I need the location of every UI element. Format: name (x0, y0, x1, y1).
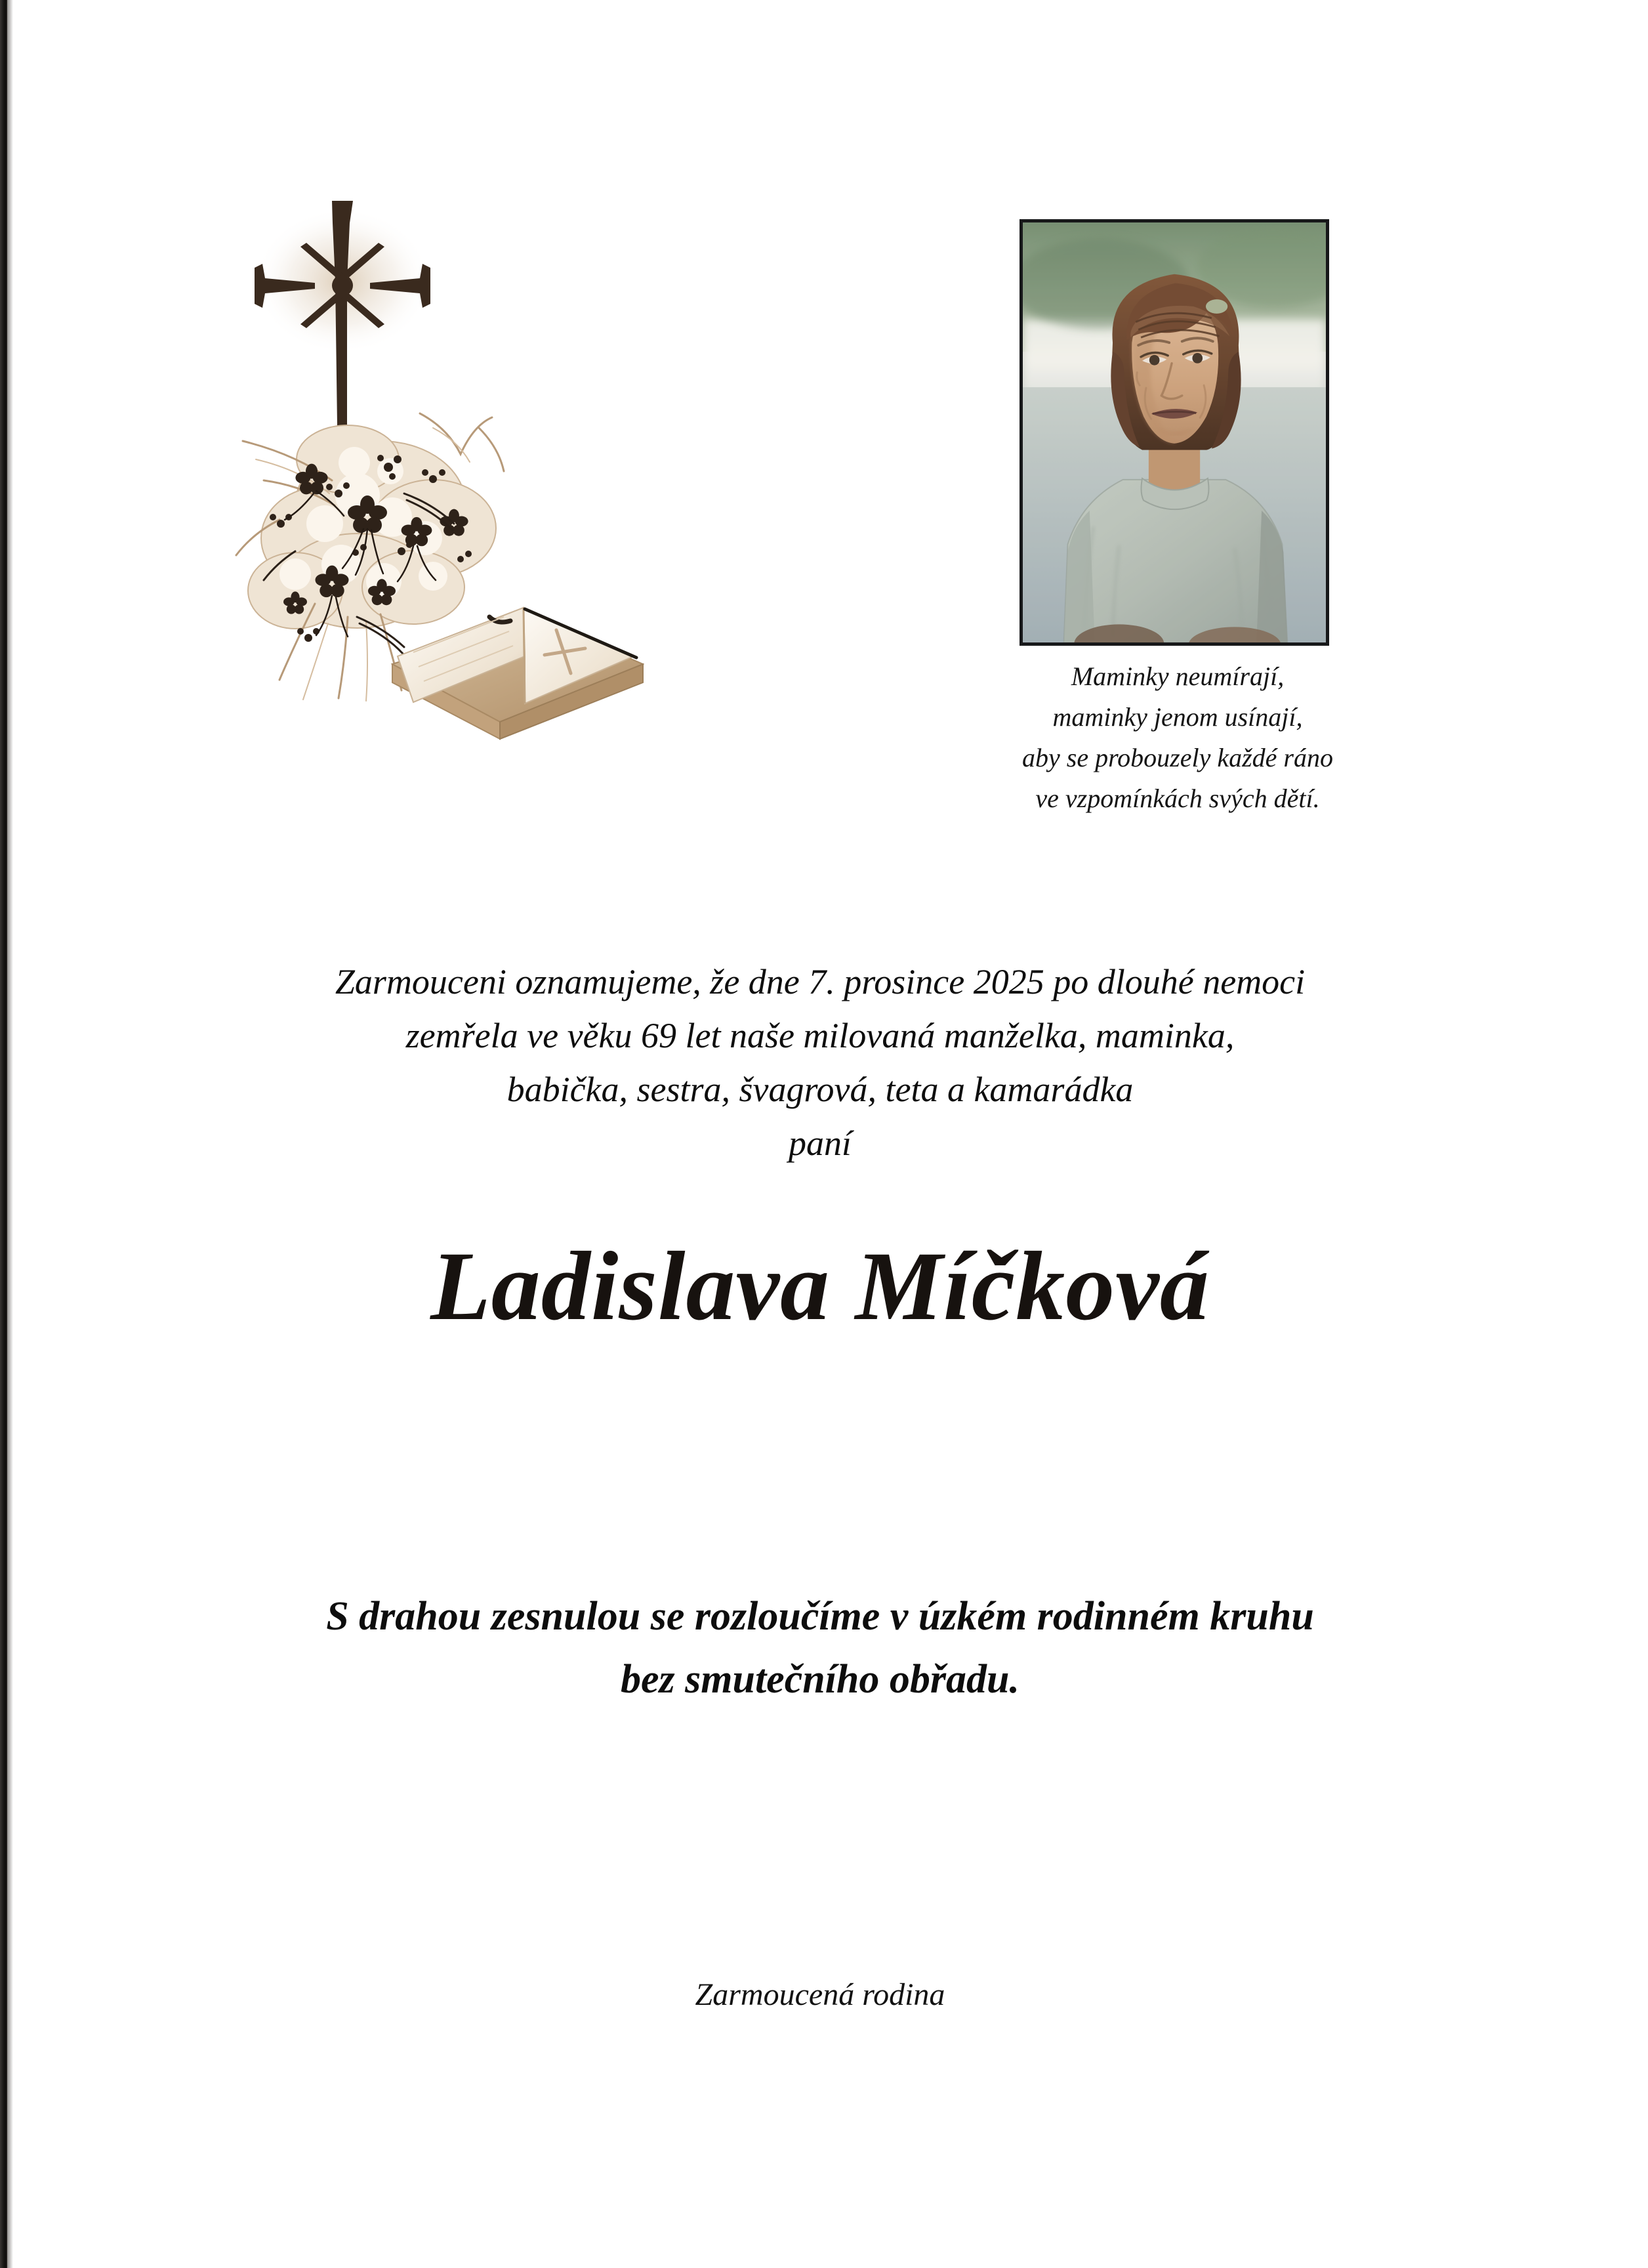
poem-line-3: aby se probouzely každé ráno (1022, 743, 1333, 772)
honorific-pani: paní (788, 1124, 852, 1163)
announcement-line-2: zemřela ve věku 69 let naše milovaná manželka, maminka, (405, 1016, 1235, 1055)
memorial-poem (905, 656, 1450, 819)
announcement-line-3: babička, sestra, švagrová, teta a kamarádka (506, 1070, 1134, 1109)
signature-line: Zarmoucená rodina (695, 1977, 945, 2012)
farewell-text (197, 1585, 1443, 1711)
poem-line-1: Maminky neumírají, (1071, 662, 1285, 691)
announcement-text (197, 955, 1443, 1170)
poem-line-2: maminky jenom usínají, (1052, 702, 1303, 732)
farewell-line-2: bez smutečního obřadu. (620, 1657, 1020, 1702)
scan-edge-artifact (0, 0, 7, 2268)
open-bible-icon (392, 608, 643, 739)
poem-line-4: ve vzpomínkách svých dětí. (1035, 784, 1320, 813)
portrait-photo (1023, 222, 1326, 642)
deceased-name: Ladislava Míčková (430, 1232, 1210, 1341)
memorial-emblem (216, 197, 663, 761)
portrait-photo-frame (1020, 219, 1329, 646)
farewell-line-1: S drahou zesnulou se rozloučíme v úzkém rodinném kruhu (326, 1594, 1314, 1639)
announcement-line-1: Zarmouceni oznamujeme, že dne 7. prosince 2025 po dlouhé nemoci (335, 962, 1306, 1001)
scan-edge-shadow (7, 0, 13, 2268)
